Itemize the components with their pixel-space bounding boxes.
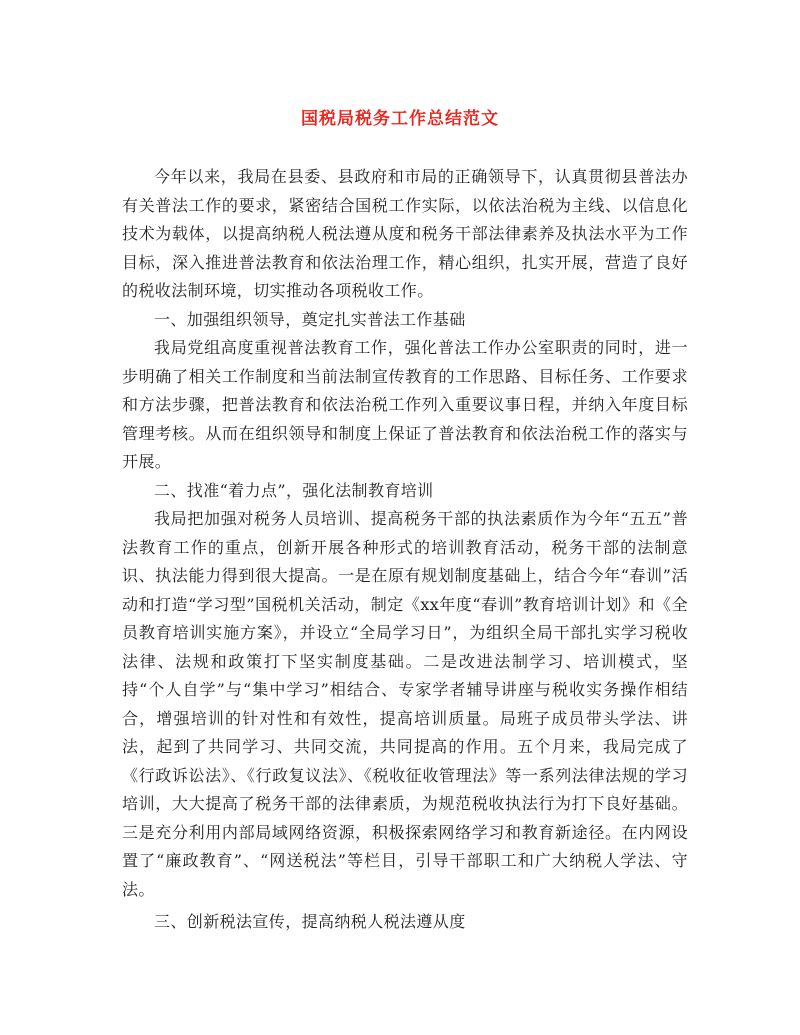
paragraph-intro: 今年以来，我局在县委、县政府和市局的正确领导下，认真贯彻县普法办有关普法工作的要求，紧密结合国税工作实际，以依法治税为主线、以信息化技术为载体，以提高纳税人税法遵从度和税务干部法律素养及执法水平为工作目标，深入推进普法教育和依法治理工作，精心组织，扎实开展，营造了良好的税收法制环境，切实推动各项税收工作。 <box>122 167 688 300</box>
section-heading-3: 三、创新税法宣传，提高纳税人税法遵从度 <box>154 912 466 931</box>
section-heading-1: 一、加强组织领导，奠定扎实普法工作基础 <box>154 309 466 329</box>
paragraph-section-1: 我局党组高度重视普法教育工作，强化普法工作办公室职责的同时，进一步明确了相关工作制度和当前法制宣传教育的工作思路、目标任务、工作要求和方法步骤，把普法教育和依法治税工作列入重要议事日程，并纳入年度目标管理考核。从而在组织领导和制度上保证了普法教育和依法治税工作的落实与开展。 <box>122 338 688 471</box>
document-body <box>122 163 688 937</box>
paragraph-section-2: 我局把加强对税务人员培训、提高税务干部的执法素质作为今年“五五”普法教育工作的重点，创新开展各种形式的培训教育活动，税务干部的法制意识、执法能力得到很大提高。一是在原有规划制度基础上，结合今年“春训”活动和打造“学习型”国税机关活动，制定《xx年度“春训”教育培训计划》和《全员教育培训实施方案》，并设立“全局学习日”，为组织全局干部扎实学习税收法律、法规和政策打下坚实制度基础。二是改进法制学习、培训模式，坚持“个人自学”与“集中学习”相结合、专家学者辅导讲座与税收实务操作相结合，增强培训的针对性和有效性，提高培训质量。局班子成员带头学法、讲法，起到了共同学习、共同交流，共同提高的作用。五个月来，我局完成了《行政诉讼法》、《行政复议法》、《税收征收管理法》等一系列法律法规的学习培训，大大提高了税务干部的法律素质，为规范税收执法行为打下良好基础。三是充分利用内部局域网络资源，积极探索网络学习和教育新途径。在内网设置了“廉政教育”、“网送税法”等栏目，引导干部职工和广大纳税人学法、守法。 <box>122 509 688 899</box>
section-heading-2: 二、找准“着力点”，强化法制教育培训 <box>154 480 434 500</box>
document-title: 国税局税务工作总结范文 <box>301 109 499 129</box>
